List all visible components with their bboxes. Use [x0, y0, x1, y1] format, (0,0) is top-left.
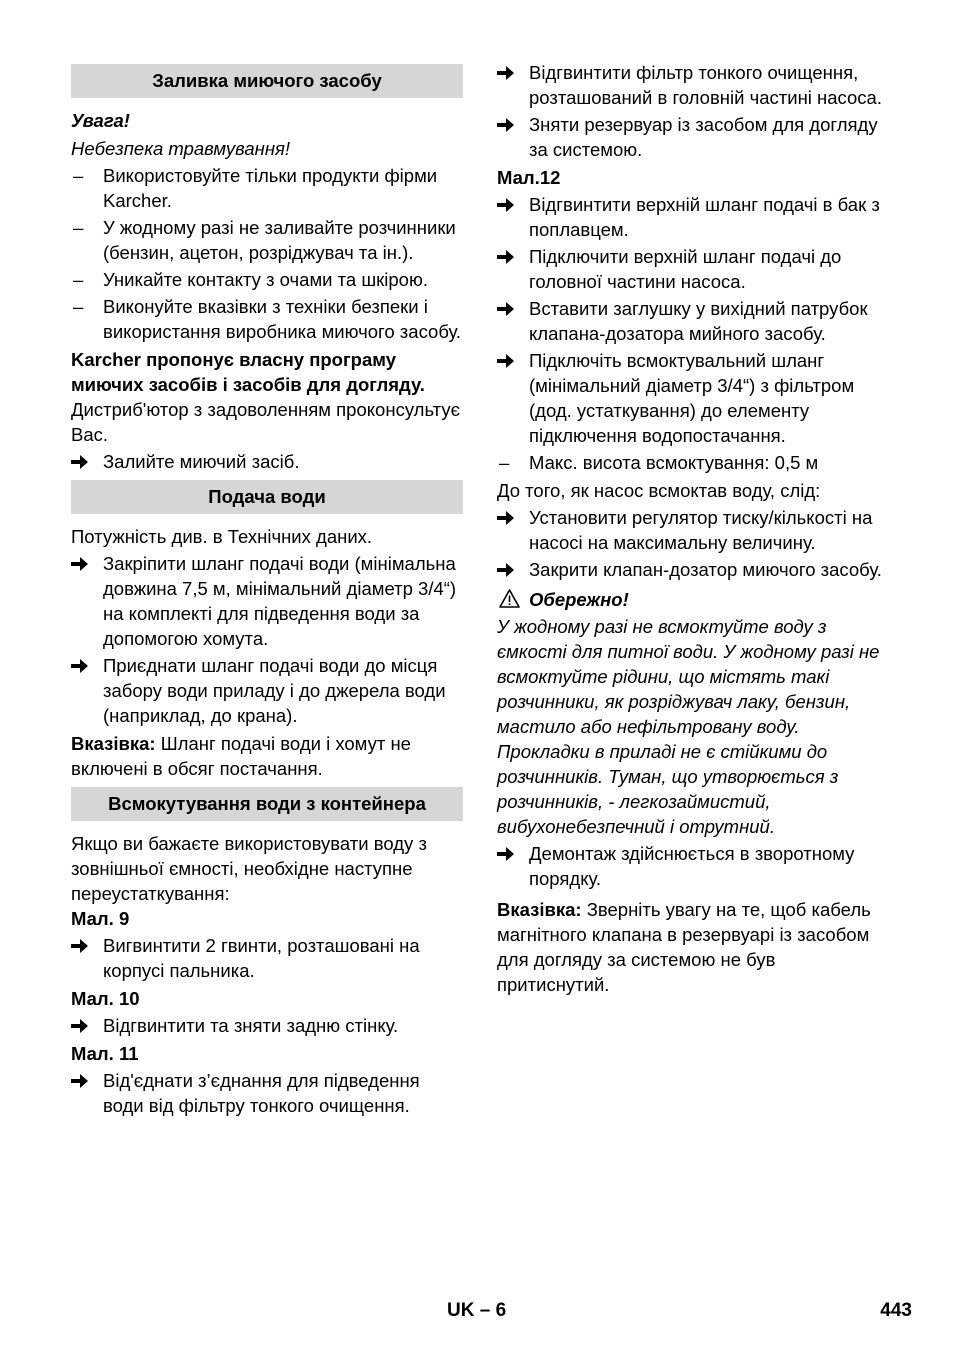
- list-item: Підключіть всмоктувальний шланг (мінімальний діаметр 3/4“) з фільтром (дод. устаткування) до елементу підключення водопостачання.: [497, 348, 889, 448]
- list-item: – Використовуйте тільки продукти фірми Karcher.: [73, 165, 438, 211]
- section-heading-detergent: Заливка миючого засобу: [71, 64, 463, 98]
- note-label: Вказівка:: [497, 899, 582, 920]
- dash-bullet: –: [499, 452, 510, 473]
- note-label: Вказівка:: [71, 733, 156, 754]
- arrow-right-icon: [71, 653, 95, 673]
- arrow-right-icon: [71, 551, 95, 571]
- list-item: Зняти резервуар із засобом для догляду за системою.: [497, 112, 889, 162]
- figure-label-12: Мал.12: [497, 167, 561, 188]
- list-item: Залийте миючий засіб.: [71, 449, 463, 474]
- list-item: – Макс. висота всмоктування: 0,5 м: [499, 452, 819, 473]
- footer-section-label: UK – 6: [447, 1300, 507, 1321]
- section-heading-suction: Всмокутування води з контейнера: [71, 787, 463, 821]
- arrow-right-icon: [497, 296, 521, 316]
- note-cable: Вказівка: Зверніть увагу на те, щоб кабель магнітного клапана в резервуарі із засобом для догляду за системою не був притиснутий.: [497, 899, 871, 995]
- suction-intro: Якщо ви бажаєте використовувати воду з зовнішньої ємності, необхідне наступне переустаткування:: [71, 833, 427, 904]
- page-number: 443: [880, 1300, 912, 1321]
- injury-warning: Небезпека травмування!: [71, 138, 291, 159]
- list-item: Закріпити шланг подачі води (мінімальна довжина 7,5 м, мінімальний діаметр 3/4“) на комплекті для підведення води за допомогою хомута.: [71, 551, 463, 651]
- dash-bullet: –: [73, 165, 84, 186]
- arrow-right-icon: [497, 60, 521, 80]
- left-column: [71, 58, 463, 1118]
- arrow-right-icon: [71, 1013, 95, 1033]
- arrow-right-icon: [497, 841, 521, 861]
- list-item: Демонтаж здійснюється в зворотному порядку.: [497, 841, 889, 891]
- arrow-right-icon: [497, 192, 521, 212]
- power-reference: Потужність див. в Технічних даних.: [71, 526, 373, 547]
- warning-triangle-icon: [499, 589, 520, 614]
- caution-text: У жодному разі не всмоктуйте воду з ємкості для питної води. У жодному разі не всмоктуйте рідини, що містять такі розчинники, як розріджувач лаку, бензин, мастило або нефільтровану воду. Прокладки в приладі не є стійкими до розчинників. Туман, що утворюється з розчинників, - легкозаймистий, вибухонебезпечний і отрутний.: [497, 616, 880, 837]
- arrow-right-icon: [71, 1068, 95, 1088]
- note-hose: Вказівка: Шланг подачі води і хомут не включені в обсяг постачання.: [71, 733, 411, 779]
- list-item: – У жодному разі не заливайте розчинники (бензин, ацетон, розріджувач та ін.).: [73, 217, 456, 263]
- arrow-right-icon: [71, 449, 95, 469]
- list-item: Установити регулятор тиску/кількості на насосі на максимальну величину.: [497, 505, 889, 555]
- figure-label-11: Мал. 11: [71, 1043, 139, 1064]
- list-item: Закрити клапан-дозатор миючого засобу.: [497, 557, 889, 582]
- arrow-right-icon: [497, 244, 521, 264]
- arrow-right-icon: [497, 557, 521, 577]
- dash-bullet: –: [73, 269, 84, 290]
- list-item: Приєднати шланг подачі води до місця забору води приладу і до джерела води (наприклад, до крана).: [71, 653, 463, 728]
- list-item: Вставити заглушку у вихідний патрубок клапана-дозатора мийного засобу.: [497, 296, 889, 346]
- list-item: Відгвинтити фільтр тонкого очищення, розташований в головній частині насоса.: [497, 60, 889, 110]
- list-item: Підключити верхній шланг подачі до головної частини насоса.: [497, 244, 889, 294]
- distributor-text: Дистриб'ютор з задоволенням проконсультує Вас.: [71, 399, 461, 445]
- arrow-right-icon: [71, 933, 95, 953]
- list-item: Вигвинтити 2 гвинти, розташовані на корпусі пальника.: [71, 933, 463, 983]
- figure-label-9: Мал. 9: [71, 908, 130, 929]
- attention-label: Увага!: [71, 110, 130, 131]
- right-column: [497, 58, 889, 997]
- list-item: – Виконуйте вказівки з техніки безпеки і використання виробника миючого засобу.: [73, 296, 462, 342]
- figure-label-10: Мал. 10: [71, 988, 140, 1009]
- list-item: Відгвинтити та зняти задню стінку.: [71, 1013, 463, 1038]
- list-item: Від'єднати з’єднання для підведення води від фільтру тонкого очищення.: [71, 1068, 463, 1118]
- dash-bullet: –: [73, 296, 84, 317]
- list-item: Відгвинтити верхній шланг подачі в бак з поплавцем.: [497, 192, 889, 242]
- dash-bullet: –: [73, 217, 84, 238]
- caution-heading: Обережно!: [497, 587, 889, 612]
- karcher-program-text: Karcher пропонує власну програму миючих засобів і засобів для догляду.: [71, 349, 425, 395]
- arrow-right-icon: [497, 112, 521, 132]
- list-item: – Уникайте контакту з очами та шкірою.: [73, 269, 428, 290]
- section-heading-water-supply: Подача води: [71, 480, 463, 514]
- before-pump-text: До того, як насос всмоктав воду, слід:: [497, 480, 821, 501]
- arrow-right-icon: [497, 348, 521, 368]
- arrow-right-icon: [497, 505, 521, 525]
